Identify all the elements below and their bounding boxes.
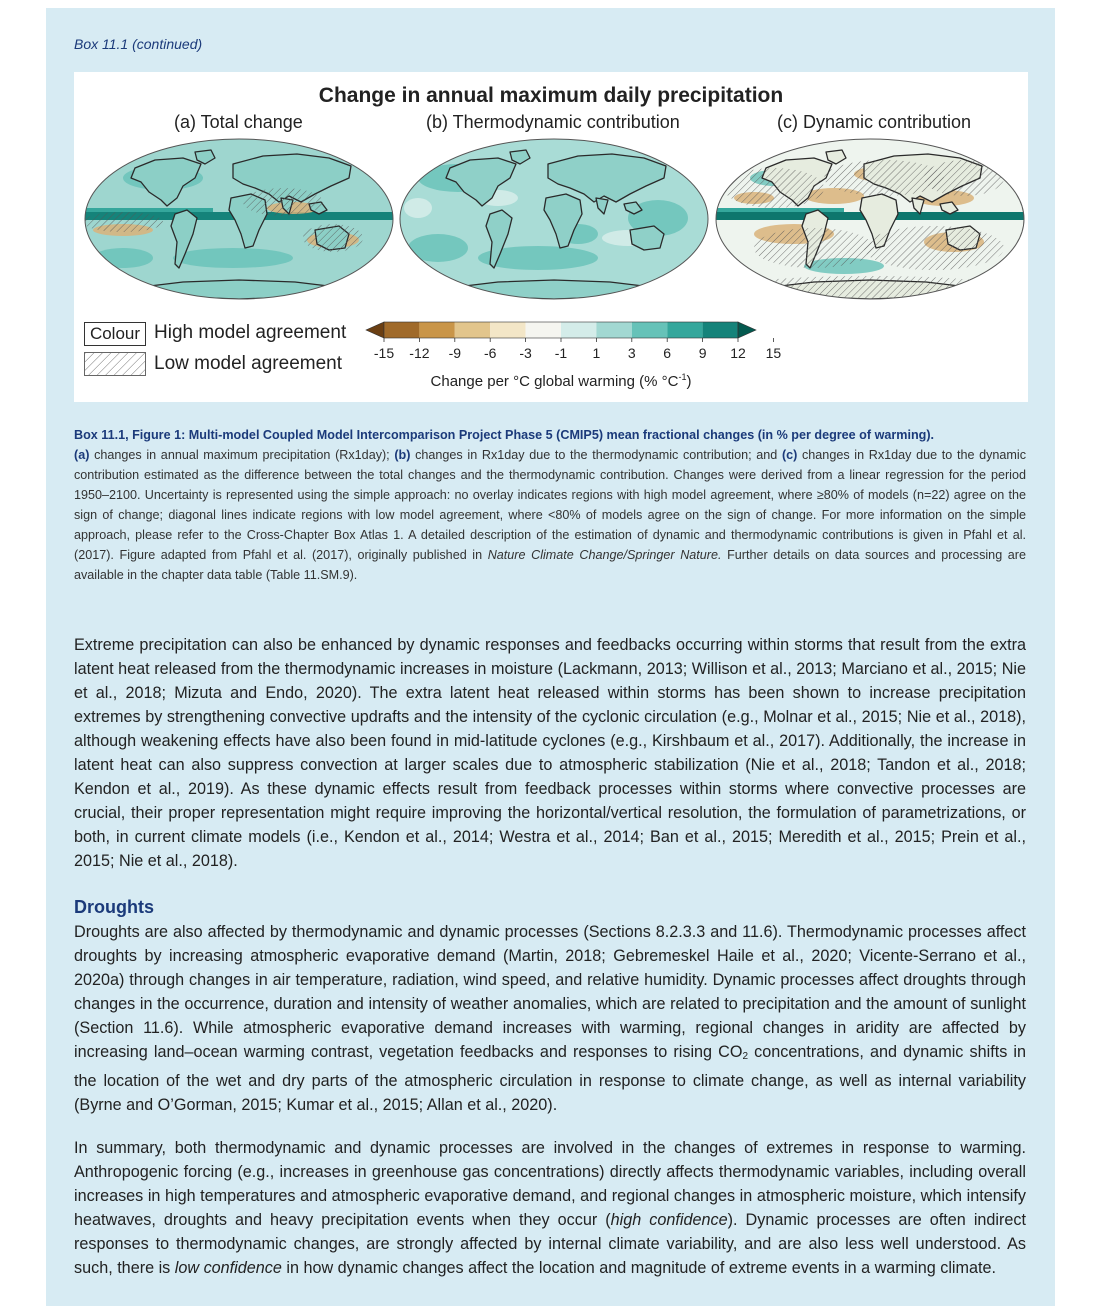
box-label: Box 11.1 (continued) bbox=[74, 36, 203, 52]
colorbar-tick-label: -9 bbox=[448, 345, 462, 361]
colorbar-title: Change per °C global warming (% $^\circ C^{-1}$) bbox=[430, 372, 692, 390]
colorbar-bin bbox=[667, 322, 702, 338]
map-hatching bbox=[730, 276, 1010, 300]
map-patch bbox=[408, 234, 468, 262]
figure-caption: Box 11.1, Figure 1: Multi-model Coupled Model Intercomparison Project Phase 5 (CMIP5) mean fractional changes (in % per degree of warming). (a) changes in annual maximum precipitation (Rx1day); (b) changes in Rx1day due to the thermodynamic contribution; and (c) changes in Rx1day due to the dynamic contribution estimated as the difference between the total changes and the thermodynamic contribution. Changes were derived from a linear regression for the period 1950–2100. Uncertainty is represented using the simple approach: no overlay indicates regions with high model agreement, where ≥80% of models (n=22) agree on the sign of change; diagonal lines indicate regions with low model agreement, where <80% of models agree on the sign of change. For more information on the simple approach, please refer to the Cross-Chapter Box Atlas 1. A detailed description of the estimation of dynamic and thermodynamic contributions is given in Pfahl et al. (2017). Figure adapted from Pfahl et al. (2017), originally published in Nature Climate Change/Springer Nature. Further details on data sources and processing are available in the chapter data table (Table 11.SM.9). bbox=[74, 428, 1027, 582]
panel-b-label: (b) Thermodynamic contribution bbox=[426, 112, 680, 132]
map-wet-patch bbox=[173, 248, 293, 268]
colorbar-tick-label: -12 bbox=[409, 345, 430, 361]
map-tropical-band bbox=[714, 208, 844, 212]
colorbar-extend-high bbox=[738, 322, 756, 338]
colorbar-bin bbox=[632, 322, 667, 338]
colorbar-bin bbox=[596, 322, 631, 338]
paragraph-droughts: Droughts are also affected by thermodynamic and dynamic processes (Sections 8.2.3.3 and 11.6). Thermodynamic processes affect droughts by increasing atmospheric evaporative demand (Martin, 2018; Gebremeskel Haile et al., 2020; Vicente-Serrano et al., 2020a) through changes in air temperature, radiation, wind speed, and relative humidity. Dynamic processes affect droughts through changes in the occurrence, duration and intensity of weather anomalies, which are related to precipitation and the amount of sunlight (Section 11.6). While atmospheric evaporative demand increases with warming, regional changes in aridity are affected by increasing land–ocean warming contrast, vegetation feedbacks and responses to rising $CO_2$ concentrations, and dynamic shifts in the location of the wet and dry parts of the atmospheric circulation in response to climate change, as well as internal variability (Byrne and O’Gorman, 2015; Kumar et al., 2015; Allan et al., 2020). bbox=[74, 923, 1026, 1114]
legend-colour-box: Colour bbox=[84, 322, 146, 346]
colorbar-tick-label: -6 bbox=[483, 345, 497, 361]
colorbar-tick-label: 15 bbox=[765, 345, 782, 361]
colorbar-bin bbox=[384, 322, 419, 338]
map-dynamic bbox=[714, 138, 1026, 300]
colorbar-tick-label: 1 bbox=[592, 345, 601, 361]
map-hatching bbox=[724, 168, 824, 208]
box-page bbox=[46, 8, 1055, 1306]
map-hatching bbox=[924, 160, 1004, 196]
map-tropical-band bbox=[83, 208, 213, 212]
figure-panel bbox=[74, 72, 1028, 402]
map-hatching bbox=[83, 212, 163, 232]
legend-hatch-swatch bbox=[84, 352, 146, 376]
colorbar-tick-label: 6 bbox=[663, 345, 672, 361]
section-heading-droughts: Droughts bbox=[74, 897, 154, 917]
colorbar-tick-label: -1 bbox=[554, 345, 568, 361]
map-wet-patch bbox=[93, 248, 153, 268]
colorbar-bin bbox=[561, 322, 596, 338]
paragraph-dynamic-responses: Extreme precipitation can also be enhanced by dynamic responses and feedbacks occurring within storms that result from the extra latent heat released from the thermodynamic increases in moisture (Lackmann, 2013; Willison et al., 2013; Marciano et al., 2015; Nie et al., 2018; Mizuta and Endo, 2020). The extra latent heat released within storms has been shown to increase precipitation extremes by strengthening convective updrafts and the intensity of the cyclonic circulation (e.g., Molnar et al., 2015; Nie et al., 2018), although weakening effects have also been found in mid-latitude cyclones (e.g., Kirshbaum et al., 2017). Additionally, the increase in latent heat can also suppress convection at larger scales due to atmospheric stabilization (Nie et al., 2018; Tandon et al., 2018; Kendon et al., 2019). As these dynamic effects result from feedback processes within storms where convective processes are crucial, their proper representation might require improving the horizontal/vertical resolution, the formulation of parametrizations, or both, in current climate models (i.e., Kendon et al., 2014; Westra et al., 2014; Ban et al., 2015; Meredith et al., 2015; Prein et al., 2015; Nie et al., 2018). bbox=[74, 636, 1026, 870]
colorbar-tick-label: -3 bbox=[519, 345, 532, 361]
map-patch bbox=[404, 198, 432, 218]
map-thermodynamic bbox=[398, 138, 710, 300]
map-hatching bbox=[303, 224, 363, 252]
figure-title: Change in annual maximum daily precipitation bbox=[318, 84, 784, 107]
colorbar-extend-low bbox=[366, 322, 384, 338]
colorbar-bin bbox=[703, 322, 738, 338]
map-hatching bbox=[243, 188, 323, 216]
map-hatching bbox=[754, 228, 874, 268]
map-hatching bbox=[864, 226, 1004, 270]
colorbar-bin bbox=[419, 322, 454, 338]
colorbar-bin bbox=[490, 322, 525, 338]
colorbar-tick-label: -15 bbox=[373, 345, 395, 361]
colorbar-tick-label: 3 bbox=[627, 345, 636, 361]
colorbar-bin bbox=[455, 322, 490, 338]
map-total-change bbox=[83, 138, 395, 300]
legend-high-agreement: High model agreement bbox=[154, 322, 347, 343]
colorbar-tick-label: 12 bbox=[730, 345, 746, 361]
colorbar-bin bbox=[526, 322, 561, 338]
legend-low-agreement: Low model agreement bbox=[154, 353, 342, 374]
panel-a-label: (a) Total change bbox=[174, 112, 303, 132]
colorbar-tick-label: 9 bbox=[698, 345, 707, 361]
panel-c-label: (c) Dynamic contribution bbox=[777, 112, 972, 132]
paragraph-summary: In summary, both thermodynamic and dynamic processes are involved in the changes of extremes in response to warming. Anthropogenic forcing (e.g., increases in greenhouse gas concentrations) directly affects thermodynamic variables, including overall increases in high temperatures and atmospheric evaporative demand, and regional changes in atmospheric moisture, which intensify heatwaves, droughts and heavy precipitation events when they occur (high confidence). Dynamic processes are often indirect responses to thermodynamic changes, are strongly affected by internal climate variability, and are also less well understood. As such, there is low confidence in how dynamic changes affect the location and magnitude of extreme events in a warming climate. bbox=[74, 1139, 1026, 1277]
